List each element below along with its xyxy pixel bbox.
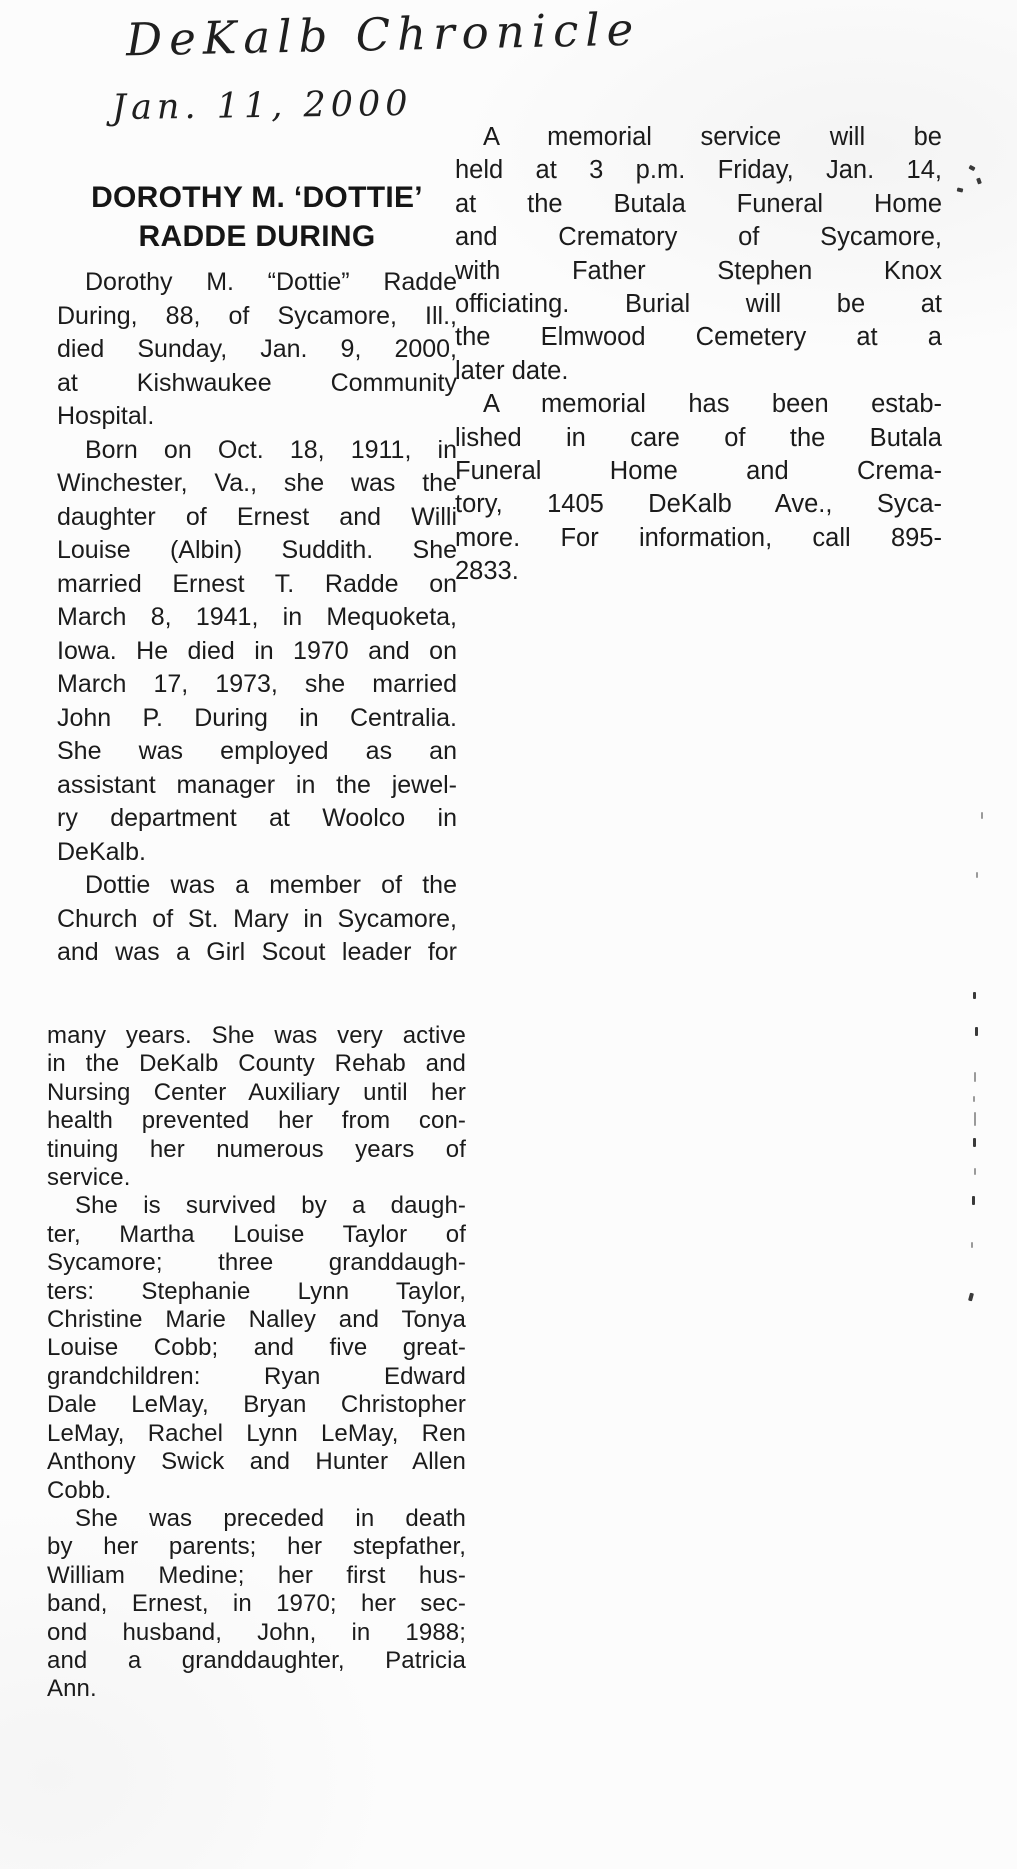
scan-speckle	[973, 1096, 975, 1102]
paragraph	[455, 388, 942, 588]
text-line: at the Butala Funeral Home	[455, 189, 942, 218]
scan-speckle	[968, 1293, 974, 1302]
handwritten-publication-name: DeKalb Chronicle	[125, 2, 641, 67]
right-column	[455, 121, 942, 589]
text-line: Louise (Albin) Suddith. She	[57, 536, 457, 564]
text-line: died Sunday, Jan. 9, 2000,	[57, 335, 457, 363]
text-line: Winchester, Va., she was the	[57, 469, 457, 497]
text-line: William Medine; her first hus-	[47, 1561, 466, 1589]
text-line: John P. During in Centralia.	[57, 703, 457, 732]
text-line: March 17, 1973, she married	[57, 670, 457, 698]
text-line: Hospital.	[57, 402, 155, 430]
text-line: Dottie was a member of the	[85, 871, 457, 899]
text-line: officiating. Burial will be at	[455, 290, 942, 319]
text-line: grandchildren: Ryan Edward	[47, 1362, 466, 1390]
text-line: by her parents; her stepfather,	[47, 1533, 466, 1561]
text-line: Dorothy M. “Dottie” Radde	[85, 268, 457, 296]
scan-speckle	[975, 1027, 978, 1036]
text-line: Nursing Center Auxiliary until her	[47, 1078, 466, 1106]
paragraph	[47, 1022, 466, 1192]
scan-speckle	[974, 1168, 976, 1175]
text-line: later date.	[455, 356, 569, 385]
text-line: LeMay, Rachel Lynn LeMay, Ren	[47, 1419, 466, 1447]
text-line: more. For information, call 895-	[455, 523, 942, 552]
text-line: March 8, 1941, in Mequoketa,	[57, 603, 457, 631]
scan-speckle	[972, 1196, 975, 1205]
text-line: service.	[47, 1164, 131, 1192]
text-line: daughter of Ernest and Willi	[57, 502, 457, 531]
paragraph	[57, 266, 457, 434]
text-line: with Father Stephen Knox	[455, 256, 942, 285]
left-column-lower-piece	[47, 1022, 466, 1704]
text-line: Louise Cobb; and five great-	[47, 1334, 466, 1362]
paragraph	[455, 121, 942, 388]
text-line: She is survived by a daugh-	[75, 1192, 466, 1220]
text-line: A memorial has been estab-	[483, 390, 942, 419]
text-line: DeKalb.	[57, 837, 146, 866]
text-line: ond husband, John, in 1988;	[47, 1618, 466, 1646]
text-line: at Kishwaukee Community	[57, 368, 457, 397]
scan-speckle	[957, 187, 964, 192]
text-line: in the DeKalb County Rehab and	[47, 1050, 466, 1078]
text-line: A memorial service will be	[483, 123, 942, 151]
text-line: Born on Oct. 18, 1911, in	[85, 435, 457, 464]
scan-speckle	[976, 177, 982, 184]
text-line: Cobb.	[47, 1476, 112, 1504]
text-line: health prevented her from con-	[47, 1107, 466, 1135]
text-line: Sycamore; three granddaugh-	[47, 1249, 466, 1277]
text-line: Dale LeMay, Bryan Christopher	[47, 1391, 466, 1419]
text-line: Anthony Swick and Hunter Allen	[47, 1448, 466, 1476]
text-line: band, Ernest, in 1970; her sec-	[47, 1590, 466, 1618]
obituary-headline	[57, 178, 457, 256]
paragraph	[57, 869, 457, 970]
text-line: and a granddaughter, Patricia	[47, 1646, 466, 1674]
scan-speckle	[973, 1138, 976, 1147]
scan-speckle	[981, 812, 983, 819]
text-line: lished in care of the Butala	[455, 423, 942, 452]
scan-speckle	[971, 1242, 973, 1248]
text-line: assistant manager in the jewel-	[57, 770, 457, 799]
scan-speckle	[976, 872, 978, 878]
text-line: She was preceded in death	[75, 1504, 466, 1532]
handwritten-date: Jan. 11, 2000	[111, 83, 413, 129]
text-line: During, 88, of Sycamore, Ill.,	[57, 301, 457, 330]
text-line: and was a Girl Scout leader for	[57, 938, 457, 966]
text-line: Iowa. He died in 1970 and on	[57, 636, 457, 665]
headline-line-2: RADDE DURING	[138, 220, 376, 253]
headline-line-1: DOROTHY M. ‘DOTTIE’	[91, 181, 423, 214]
text-line: Christine Marie Nalley and Tonya	[47, 1306, 466, 1334]
text-line: many years. She was very active	[47, 1022, 466, 1049]
text-line: 2833.	[455, 557, 519, 586]
text-line: tory, 1405 DeKalb Ave., Syca-	[455, 490, 942, 519]
text-line: tinuing her numerous years of	[47, 1135, 466, 1163]
scan-speckle	[974, 1112, 976, 1126]
text-line: held at 3 p.m. Friday, Jan. 14,	[455, 156, 942, 185]
text-line: ter, Martha Louise Taylor of	[47, 1220, 466, 1248]
paragraph	[57, 434, 457, 870]
paragraph	[47, 1192, 466, 1504]
text-line: Funeral Home and Crema-	[455, 457, 942, 486]
scan-speckle	[974, 1072, 976, 1082]
paragraph	[47, 1505, 466, 1704]
text-line: the Elmwood Cemetery at a	[455, 323, 942, 352]
left-column-upper-piece	[57, 266, 457, 970]
text-line: ry department at Woolco in	[57, 804, 457, 832]
text-line: Church of St. Mary in Sycamore,	[57, 904, 457, 933]
scan-speckle	[968, 165, 975, 171]
text-line: Ann.	[47, 1675, 97, 1703]
scan-speckle	[973, 992, 976, 999]
text-line: married Ernest T. Radde on	[57, 569, 457, 598]
text-line: and Crematory of Sycamore,	[455, 223, 942, 252]
text-line: She was employed as an	[57, 737, 457, 765]
text-line: ters: Stephanie Lynn Taylor,	[47, 1277, 466, 1305]
